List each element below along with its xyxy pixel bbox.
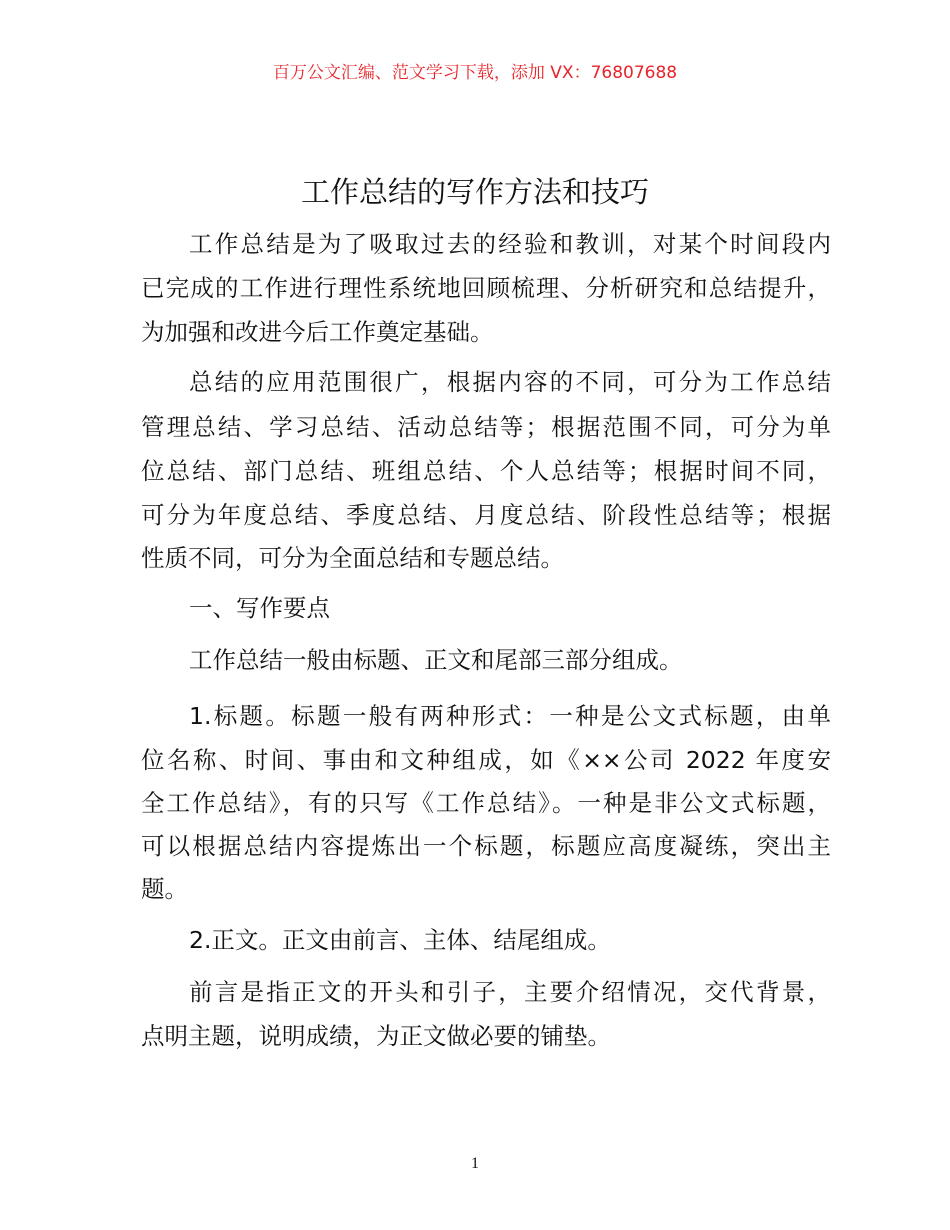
page-number: 1: [471, 1155, 479, 1172]
paragraph-line: 为加强和改进今后工作奠定基础。: [141, 318, 494, 346]
paragraph-line: 前言是指正文的开头和引子，主要介绍情况，交代背景，: [189, 978, 831, 1006]
paragraph-line: 已完成的工作进行理性系统地回顾梳理、分析研究和总结提升，: [141, 274, 831, 302]
paragraph-line: 1.标题。标题一般有两种形式：一种是公文式标题，由单: [189, 702, 831, 730]
paragraph-line: 位总结、部门总结、班组总结、个人总结等；根据时间不同，: [141, 457, 831, 485]
paragraph-line: 总结的应用范围很广，根据内容的不同，可分为工作总结: [189, 368, 831, 396]
header-notice: 百万公文汇编、范文学习下载，添加 VX：76807688: [272, 63, 678, 83]
section-heading: 一、写作要点: [189, 594, 330, 622]
paragraph-line: 管理总结、学习总结、活动总结等；根据范围不同，可分为单: [141, 413, 831, 441]
paragraph-line: 题。: [141, 875, 188, 903]
paragraph-line: 工作总结是为了吸取过去的经验和教训，对某个时间段内: [189, 230, 831, 258]
paragraph-line: 位名称、时间、事由和文种组成，如《××公司 2022 年度安: [141, 746, 831, 774]
paragraph-line: 2.正文。正文由前言、主体、结尾组成。: [189, 926, 611, 954]
paragraph-line: 工作总结一般由标题、正文和尾部三部分组成。: [189, 646, 683, 674]
paragraph-line: 可分为年度总结、季度总结、月度总结、阶段性总结等；根据: [141, 501, 831, 529]
document-title: 工作总结的写作方法和技巧: [300, 175, 649, 209]
paragraph-line: 性质不同，可分为全面总结和专题总结。: [141, 544, 564, 572]
paragraph-line: 点明主题，说明成绩，为正文做必要的铺垫。: [141, 1022, 611, 1050]
paragraph-line: 全工作总结》，有的只写《工作总结》。一种是非公文式标题，: [141, 789, 831, 817]
paragraph-line: 可以根据总结内容提炼出一个标题，标题应高度凝练，突出主: [141, 832, 831, 860]
